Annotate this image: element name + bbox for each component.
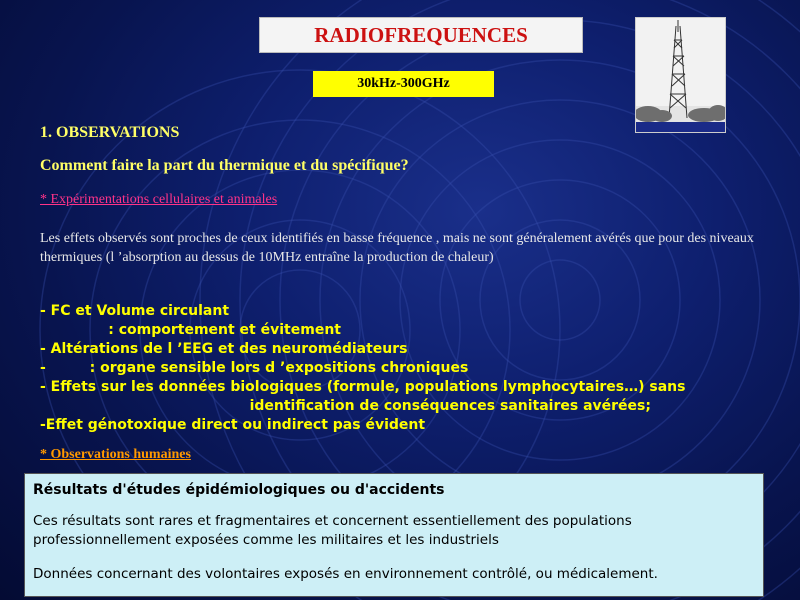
antenna-tower-photo: [635, 17, 726, 133]
effects-list-item: - Effets sur les données biologiques (formule, populations lymphocytaires…) sans: [40, 379, 686, 395]
effects-list: [40, 302, 685, 435]
results-paragraph-2: Données concernant des volontaires exposés en environnement contrôlé, ou médicalement.: [33, 566, 658, 582]
section-title: 1. OBSERVATIONS: [40, 124, 180, 141]
radio-antenna-tower-icon: [636, 18, 725, 132]
effects-list-item: -Effet génotoxique direct ou indirect pas évident: [40, 417, 426, 433]
results-box: [24, 473, 764, 597]
results-paragraph-1: Ces résultats sont rares et fragmentaires et concernent essentiellement des populations professionnellement exposées comme les militaires et les industriels: [33, 513, 632, 548]
results-title: Résultats d'études épidémiologiques ou d'accidents: [33, 482, 445, 498]
effects-list-item: - FC et Volume circulant: [40, 303, 230, 319]
question-heading: Comment faire la part du thermique et du spécifique?: [40, 157, 409, 174]
subsection-experiments: * Expérimentations cellulaires et animales: [40, 192, 278, 207]
effects-list-item: - : organe sensible lors d ’expositions chroniques: [40, 360, 469, 376]
frequency-range-label: 30kHz-300GHz: [313, 71, 494, 97]
subsection-human-observations: * Observations humaines: [40, 447, 191, 462]
effects-list-item: - Altérations de l ’EEG et des neuromédiateurs: [40, 341, 408, 357]
slide-title: RADIOFREQUENCES: [259, 17, 583, 53]
effects-list-item: : comportement et évitement: [40, 322, 341, 338]
effects-list-item: identification de conséquences sanitaires avérées;: [40, 398, 651, 414]
thermal-effects-paragraph: Les effets observés sont proches de ceux identifiés en basse fréquence , mais ne sont généralement avérés que pour des niveaux thermiques (l ’absorption au dessus de 10MHz entraîne la production de chaleur): [40, 231, 754, 265]
